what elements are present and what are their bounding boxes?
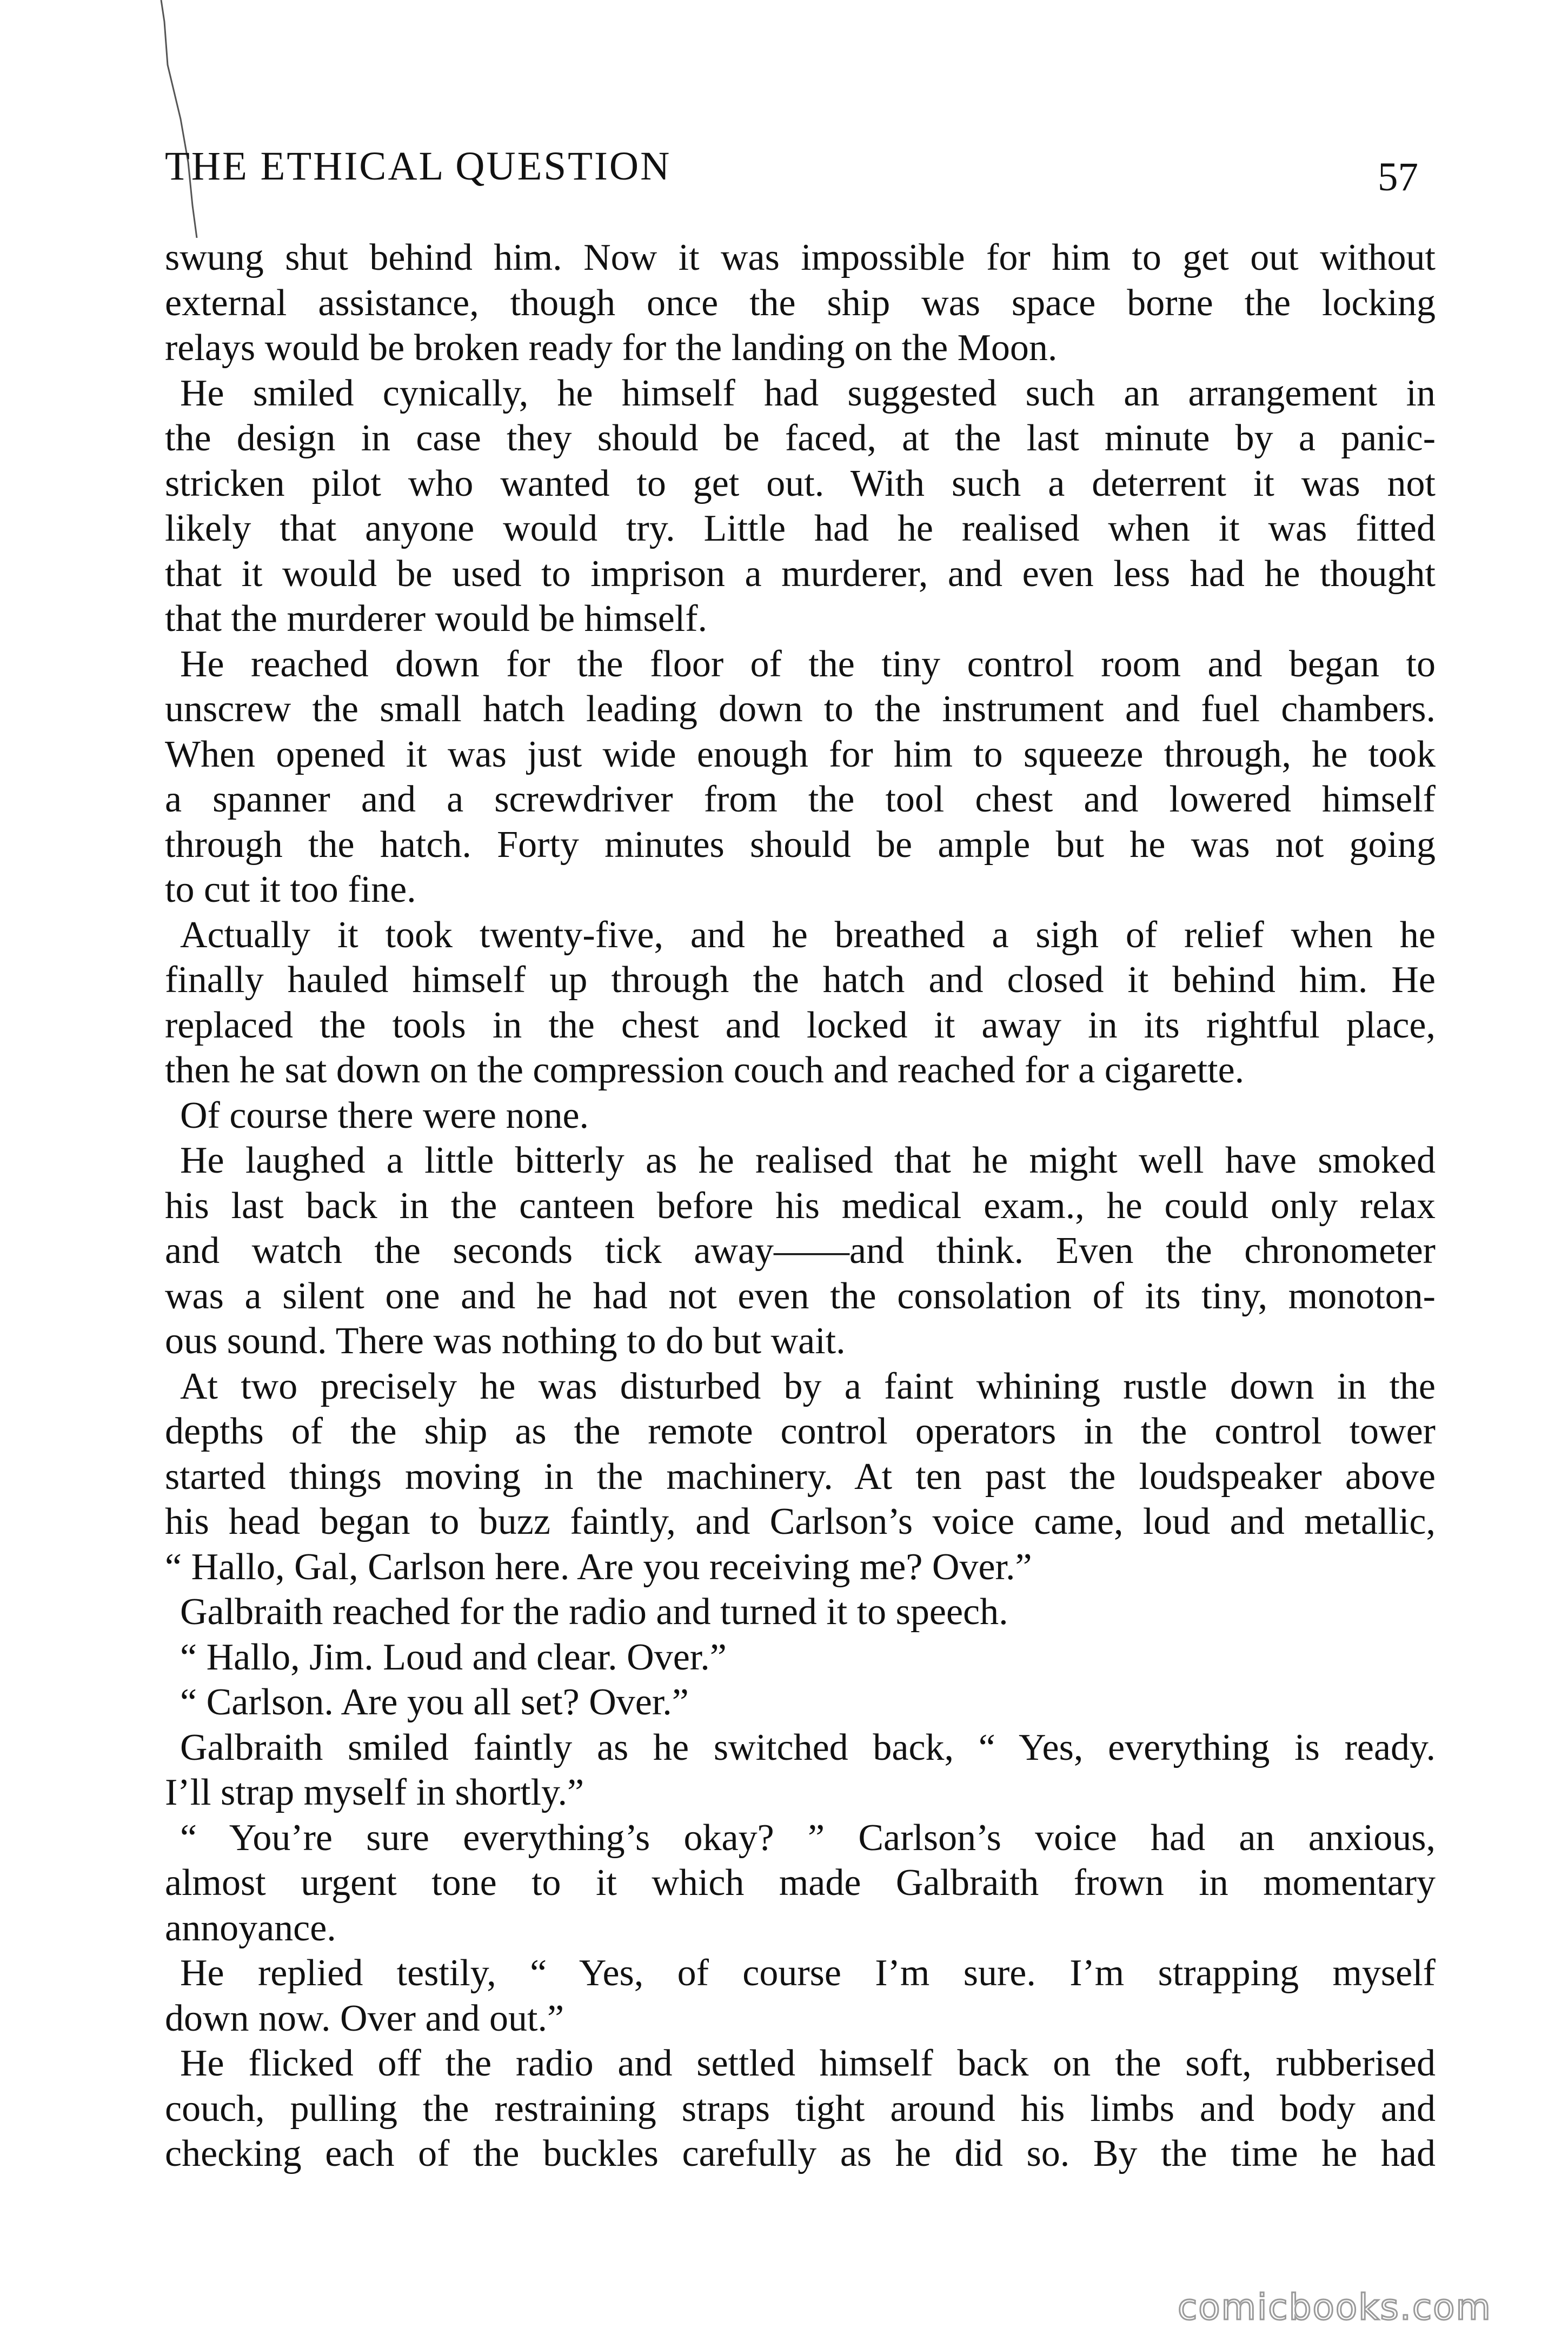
text-line: couch, pulling the restraining straps tight around his limbs and body and bbox=[165, 2087, 1436, 2130]
text-line: At two precisely he was disturbed by a faint whining rustle down in the bbox=[180, 1365, 1436, 1407]
text-line: Galbraith smiled faintly as he switched back, “ Yes, everything is ready. bbox=[180, 1726, 1436, 1768]
text-line: “ Hallo, Jim. Loud and clear. Over.” bbox=[180, 1636, 727, 1678]
text-line: then he sat down on the compression couch and reached for a cigarette. bbox=[165, 1049, 1245, 1091]
text-line: that the murderer would be himself. bbox=[165, 598, 708, 640]
text-line: swung shut behind him. Now it was impossible for him to get out without bbox=[165, 237, 1436, 278]
text-line: Actually it took twenty-five, and he breathed a sigh of relief when he bbox=[180, 914, 1436, 956]
text-line: to cut it too fine. bbox=[165, 869, 416, 910]
text-line: the design in case they should be faced, at the last minute by a panic- bbox=[165, 417, 1436, 459]
text-line: started things moving in the machinery. At ten past the loudspeaker above bbox=[165, 1455, 1436, 1498]
text-line: unscrew the small hatch leading down to the instrument and fuel chambers. bbox=[165, 688, 1436, 730]
text-line: ous sound. There was nothing to do but wait. bbox=[165, 1320, 846, 1362]
text-line: and watch the seconds tick away——and think. Even the chronometer bbox=[165, 1230, 1436, 1272]
text-line: “ You’re sure everything’s okay? ” Carlson’s voice had an anxious, bbox=[180, 1817, 1436, 1859]
watermark-logo: comicbooks.com bbox=[1178, 2286, 1492, 2328]
page-number: 57 bbox=[1378, 155, 1418, 199]
text-line: relays would be broken ready for the landing on the Moon. bbox=[165, 327, 1058, 369]
text-line: down now. Over and out.” bbox=[165, 1997, 564, 2039]
text-line: external assistance, though once the ship was space borne the locking bbox=[165, 282, 1436, 324]
text-line: checking each of the buckles carefully as he did so. By the time he had bbox=[165, 2133, 1436, 2174]
text-line: was a silent one and he had not even the consolation of its tiny, monoton- bbox=[165, 1275, 1436, 1317]
text-line: replaced the tools in the chest and locked it away in its rightful place, bbox=[165, 1004, 1436, 1046]
text-line: “ Hallo, Gal, Carlson here. Are you receiving me? Over.” bbox=[165, 1546, 1032, 1588]
text-line: almost urgent tone to it which made Galbraith frown in momentary bbox=[165, 1862, 1436, 1904]
text-line: He replied testily, “ Yes, of course I’m sure. I’m strapping myself bbox=[180, 1952, 1436, 1994]
running-header bbox=[165, 135, 1418, 205]
text-line: He laughed a little bitterly as he realised that he might well have smoked bbox=[180, 1140, 1436, 1181]
text-line: finally hauled himself up through the hatch and closed it behind him. He bbox=[165, 959, 1436, 1001]
text-line: He reached down for the floor of the tiny control room and began to bbox=[180, 643, 1436, 685]
text-line: that it would be used to imprison a murderer, and even less had he thought bbox=[165, 553, 1436, 595]
text-line: depths of the ship as the remote control operators in the control tower bbox=[165, 1411, 1436, 1452]
text-line: Galbraith reached for the radio and turned it to speech. bbox=[180, 1591, 1008, 1633]
text-line: through the hatch. Forty minutes should be ample but he was not going bbox=[165, 823, 1436, 866]
text-line: When opened it was just wide enough for him to squeeze through, he took bbox=[165, 733, 1436, 775]
text-line: I’ll strap myself in shortly.” bbox=[165, 1772, 584, 1813]
text-line: likely that anyone would try. Little had he realised when it was fitted bbox=[165, 508, 1436, 549]
text-line: He smiled cynically, he himself had suggested such an arrangement in bbox=[180, 372, 1436, 414]
text-line: stricken pilot who wanted to get out. With such a deterrent it was not bbox=[165, 462, 1436, 504]
text-line: his head began to buzz faintly, and Carlson’s voice came, loud and metallic, bbox=[165, 1501, 1436, 1542]
body-text bbox=[165, 235, 1436, 2177]
text-line: annoyance. bbox=[165, 1907, 336, 1949]
text-line: “ Carlson. Are you all set? Over.” bbox=[180, 1681, 689, 1723]
text-line: his last back in the canteen before his medical exam., he could only relax bbox=[165, 1185, 1436, 1227]
running-title: THE ETHICAL QUESTION bbox=[165, 144, 672, 189]
text-line: a spanner and a screwdriver from the tool chest and lowered himself bbox=[165, 779, 1436, 820]
text-line: He flicked off the radio and settled himself back on the soft, rubberised bbox=[180, 2043, 1436, 2084]
text-line: Of course there were none. bbox=[180, 1094, 589, 1136]
